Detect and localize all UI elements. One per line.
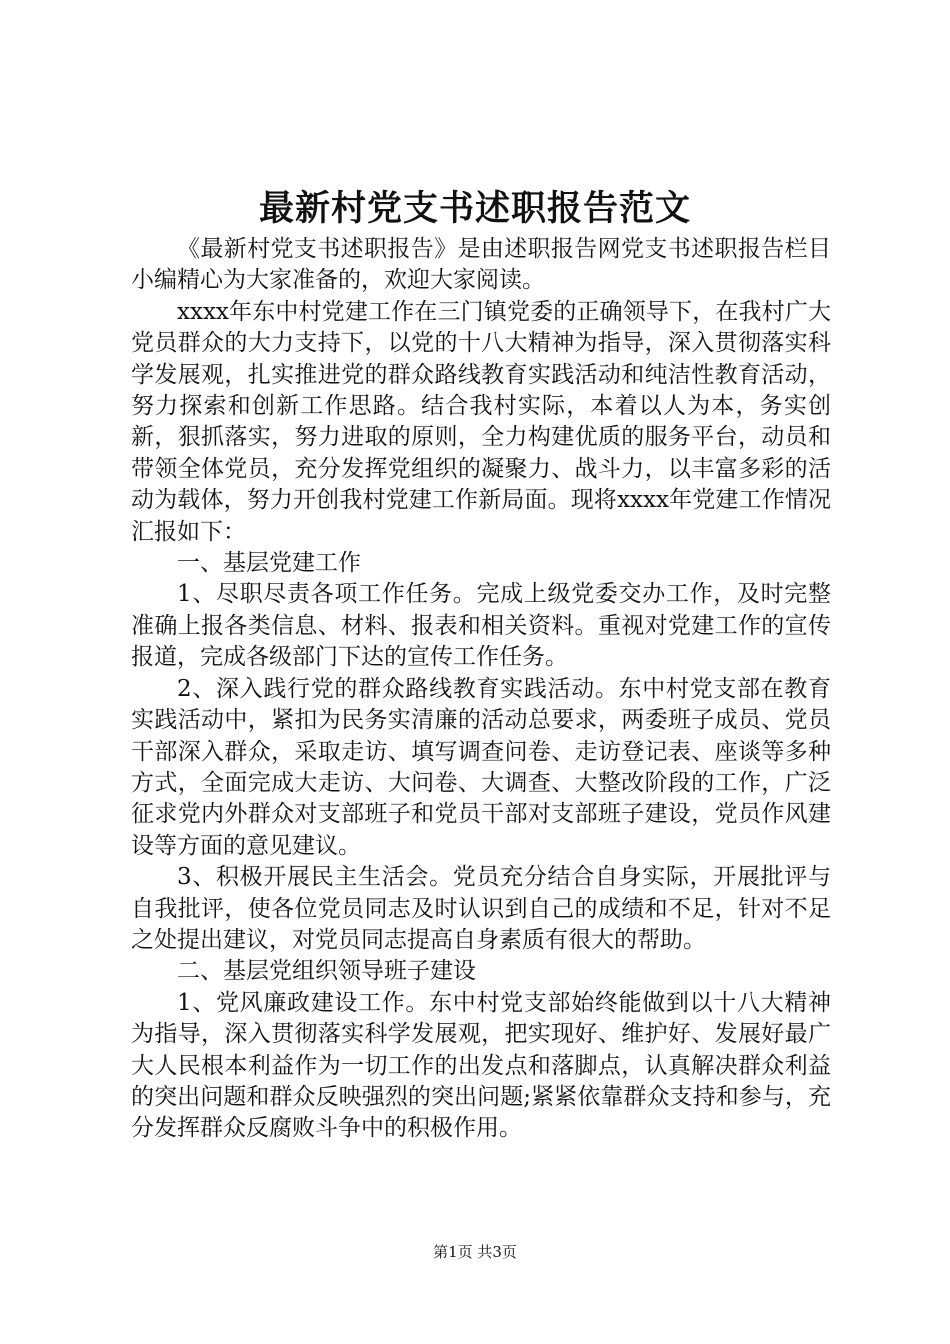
document-body [131, 234, 831, 1145]
body-paragraph: 1、尽职尽责各项工作任务。完成上级党委交办工作，及时完整准确上报各类信息、材料、报表和相关资料。重视对党建工作的宣传报道，完成各级部门下达的宣传工作任务。 [131, 581, 831, 671]
section-heading: 一、基层党建工作 [177, 550, 361, 577]
page-number-footer: 第1页 共3页 [433, 1243, 517, 1261]
body-paragraph: 2、深入践行党的群众路线教育实践活动。东中村党支部在教育实践活动中，紧扣为民务实清廉的活动总要求，两委班子成员、党员干部深入群众，采取走访、填写调查问卷、走访登记表、座谈等多种方式，全面完成大走访、大问卷、大调查、大整改阶段的工作，广泛征求党内外群众对支部班子和党员干部对支部班子建设，党员作风建设等方面的意见建议。 [131, 675, 831, 859]
intro-paragraph: 《最新村党支书述职报告》是由述职报告网党支书述职报告栏目小编精心为大家准备的，欢迎大家阅读。 [131, 236, 831, 294]
body-paragraph: 3、积极开展民主生活会。党员充分结合自身实际，开展批评与自我批评，使各位党员同志及时认识到自己的成绩和不足，针对不足之处提出建议，对党员同志提高自身素质有很大的帮助。 [131, 864, 831, 953]
document-title: 最新村党支书述职报告范文 [258, 188, 691, 229]
overview-paragraph: xxxx年东中村党建工作在三门镇党委的正确领导下，在我村广大党员群众的大力支持下，以党的十八大精神为指导，深入贯彻落实科学发展观，扎实推进党的群众路线教育实践活动和纯洁性教育活动，努力探索和创新工作思路。结合我村实际，本着以人为本，务实创新，狠抓落实，努力进取的原则，全力构建优质的服务平台，动员和带领全体党员，充分发挥党组织的凝聚力、战斗力，以丰富多彩的活动为载体，努力开创我村党建工作新局面。现将xxxx年党建工作情况汇报如下： [131, 298, 831, 545]
section-heading: 二、基层党组织领导班子建设 [177, 958, 476, 985]
body-paragraph: 1、党风廉政建设工作。东中村党支部始终能做到以十八大精神为指导，深入贯彻落实科学发展观，把实现好、维护好、发展好最广大人民根本利益作为一切工作的出发点和落脚点，认真解决群众利益的突出问题和群众反映强烈的突出问题;紧紧依靠群众支持和参与，充分发挥群众反腐败斗争中的积极作用。 [131, 989, 831, 1142]
